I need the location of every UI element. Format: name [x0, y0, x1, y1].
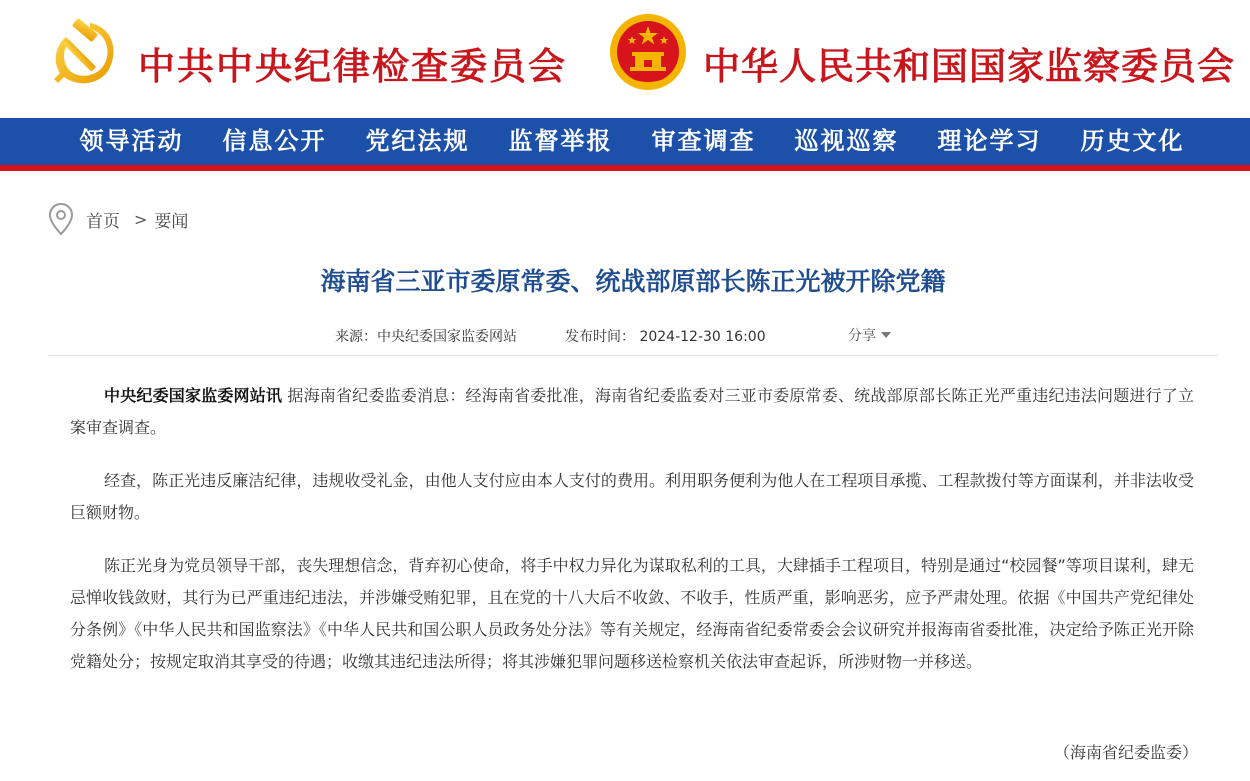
publish-time-value: 2024-12-30 16:00 [639, 329, 766, 345]
nav-item-investigation[interactable]: 审查调查 [651, 126, 756, 155]
nav-item-leadership[interactable]: 领导活动 [79, 126, 184, 155]
national-emblem-icon [608, 12, 688, 92]
breadcrumb-home-link[interactable]: 首页 [86, 211, 120, 232]
site-header [0, 0, 1250, 118]
article-source: 来源：中央纪委国家监委网站 [335, 329, 517, 345]
breadcrumb-current-link[interactable]: 要闻 [154, 211, 189, 232]
nsc-title: 中华人民共和国国家监察委员会 [703, 44, 1235, 88]
nav-item-theory[interactable]: 理论学习 [937, 126, 1042, 155]
article-signoff: （海南省纪委监委） [1054, 743, 1199, 762]
share-dropdown[interactable] [848, 325, 891, 345]
article-paragraph-3: 陈正光身为党员领导干部，丧失理想信念，背弃初心使命，将手中权力异化为谋取私利的工具，大肆插手工程项目，特别是通过“校园餐”等项目谋利，肆无忌惮收钱敛财，其行为已严重违纪违法，并涉嫌受贿犯罪，且在党的十八大后不收敛、不收手，性质严重，影响恶劣，应予严肃处理。依据《中国共产党纪律处分条例》《中华人民共和国监察法》《中华人民共和国公职人员政务处分法》等有关规定，经海南省纪委常委会会议研究并报海南省委批准，决定给予陈正光开除党籍处分；按规定取消其享受的待遇；收缴其违纪违法所得；将其涉嫌犯罪问题移送检察机关依法审查起诉，所涉财物一并移送。 [70, 556, 1194, 671]
caret-down-icon [881, 332, 891, 338]
dateline-lead: 中央纪委国家监委网站讯 [104, 386, 283, 405]
nav-item-reporting[interactable]: 监督举报 [508, 126, 613, 155]
article-title: 海南省三亚市委原常委、统战部原部长陈正光被开除党籍 [320, 267, 946, 296]
nav-item-information[interactable]: 信息公开 [222, 126, 327, 155]
breadcrumb-separator: > [134, 209, 148, 229]
paragraph-1-text: 据海南省纪委监委消息：经海南省委批准，海南省纪委监委对三亚市委原常委、统战部原部长陈正光严重违纪违法问题进行了立案审查调查。 [70, 386, 1194, 437]
main-nav [0, 118, 1250, 165]
article-paragraph-2: 经查，陈正光违反廉洁纪律，违规收受礼金，由他人支付应由本人支付的费用。利用职务便利为他人在工程项目承揽、工程款拨付等方面谋利，并非法收受巨额财物。 [70, 471, 1194, 522]
nav-item-inspection[interactable]: 巡视巡察 [794, 126, 899, 155]
cmc-title: 中共中央纪律检查委员会 [138, 44, 567, 88]
breadcrumb [48, 201, 188, 237]
article-publish-time [565, 326, 766, 346]
article-paragraph-1 [70, 380, 1194, 444]
nav-red-stripe [0, 165, 1250, 171]
publish-time-label: 发布时间： [565, 329, 635, 345]
location-pin-icon [48, 202, 74, 236]
share-label: 分享 [848, 328, 876, 344]
meta-divider [48, 355, 1218, 356]
nav-item-history[interactable]: 历史文化 [1080, 126, 1185, 155]
hammer-sickle-icon [50, 17, 122, 89]
nav-item-regulations[interactable]: 党纪法规 [365, 126, 470, 155]
nav-list [60, 118, 1204, 165]
